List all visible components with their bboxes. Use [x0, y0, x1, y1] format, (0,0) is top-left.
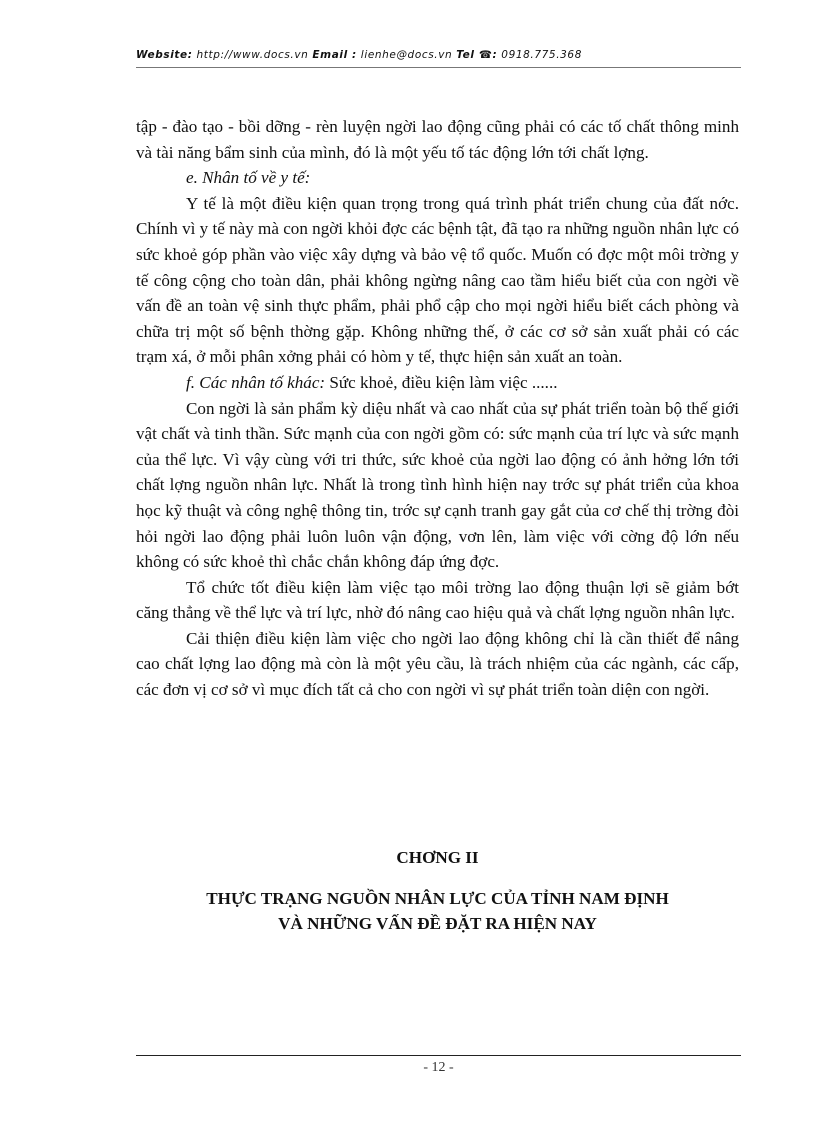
website-label: Website:	[136, 49, 193, 61]
section-heading-f: f. Các nhân tố khác:	[186, 372, 326, 392]
section-heading-e: e. Nhân tố về y tế:	[186, 168, 311, 188]
footer-divider	[136, 1055, 741, 1056]
chapter-number: CHƠNG II	[396, 848, 479, 867]
paragraph-health: Y tế là một điều kiện quan trọng trong quá trình phát triển chung của đất nớc. Chính vì y tế này mà con ngời khỏi đợc các bệnh tật, đã tạo ra những nguồn nhân lực có sức khoẻ góp phần vào việc xây dựng và bảo vệ tổ quốc. Muốn có đợc một môi trờng y tế công cộng cho toàn dân, phải không ngừng nâng cao tầm hiểu biết của con ngời về vấn đề an toàn vệ sinh thực phẩm, phải phổ cập cho mọi ngời hiểu biết cách phòng và chữa trị một số bệnh thờng gặp. Không những thế, ở các cơ sở sản xuất phải có các trạm xá, ở mỗi phân xởng phải có hòm y tế, thực hiện sản xuất an toàn.	[136, 193, 739, 367]
page-number: - 12 -	[423, 1060, 454, 1075]
paragraph-improvement: Cải thiện điều kiện làm việc cho ngời lao động không chỉ là cần thiết để nâng cao chất lợng lao động mà còn là một yêu cầu, là trách nhiệm của các ngành, các cấp, các đơn vị cơ sở vì mục đích tất cả cho con ngời vì sự phát triển toàn diện con ngời.	[136, 628, 739, 700]
page-header	[136, 49, 741, 61]
chapter-title-line-2: VÀ NHỮNG VẤN ĐỀ ĐẶT RA HIỆN NAY	[278, 914, 597, 933]
paragraph-continuation: tập - đào tạo - bồi dỡng - rèn luyện ngời lao động cũng phải có các tố chất thông minh và tài năng bẩm sinh của mình, đó là một yếu tố tác động lớn tới chất lợng.	[136, 117, 739, 162]
chapter-title-line-1: THỰC TRẠNG NGUỒN NHÂN LỰC CỦA TỈNH NAM ĐỊNH	[206, 889, 669, 908]
header-divider	[136, 67, 741, 68]
other-factors-text: Sức khoẻ, điều kiện làm việc ......	[329, 372, 558, 392]
paragraph-work-conditions: Tổ chức tốt điều kiện làm việc tạo môi trờng lao động thuận lợi sẽ giảm bớt căng thẳng về thể lực và trí lực, nhờ đó nâng cao hiệu quả và chất lợng nguồn nhân lực.	[136, 577, 739, 623]
tel-number: 0918.775.368	[501, 49, 582, 61]
website-url: http://www.docs.vn	[196, 49, 309, 61]
email-address: lienhe@docs.vn	[360, 49, 453, 61]
tel-label: Tel ☎:	[456, 49, 498, 61]
chapter-title	[136, 886, 739, 936]
email-label: Email :	[312, 49, 357, 61]
document-body	[136, 114, 739, 703]
paragraph-human-strength: Con ngời là sản phẩm kỳ diệu nhất và cao nhất của sự phát triển toàn bộ thế giới vật chất và tinh thần. Sức mạnh của con ngời gồm có: sức mạnh của trí lực và sức mạnh của thể lực. Vì vậy cùng với tri thức, sức khoẻ của ngời lao động có ảnh hởng lớn tới chất lợng nguồn nhân lực. Nhất là trong tình hình hiện nay trớc sự phát triển của khoa học kỹ thuật và công nghệ thông tin, trớc sự cạnh tranh gay gắt của cơ chế thị trờng đòi hỏi ngời lao động phải luôn luôn vận động, vơn lên, làm việc với cờng độ lớn nếu không có sức khoẻ thì chắc chắn không đáp ứng đợc.	[136, 398, 739, 572]
paragraph-other-factors	[136, 370, 739, 396]
